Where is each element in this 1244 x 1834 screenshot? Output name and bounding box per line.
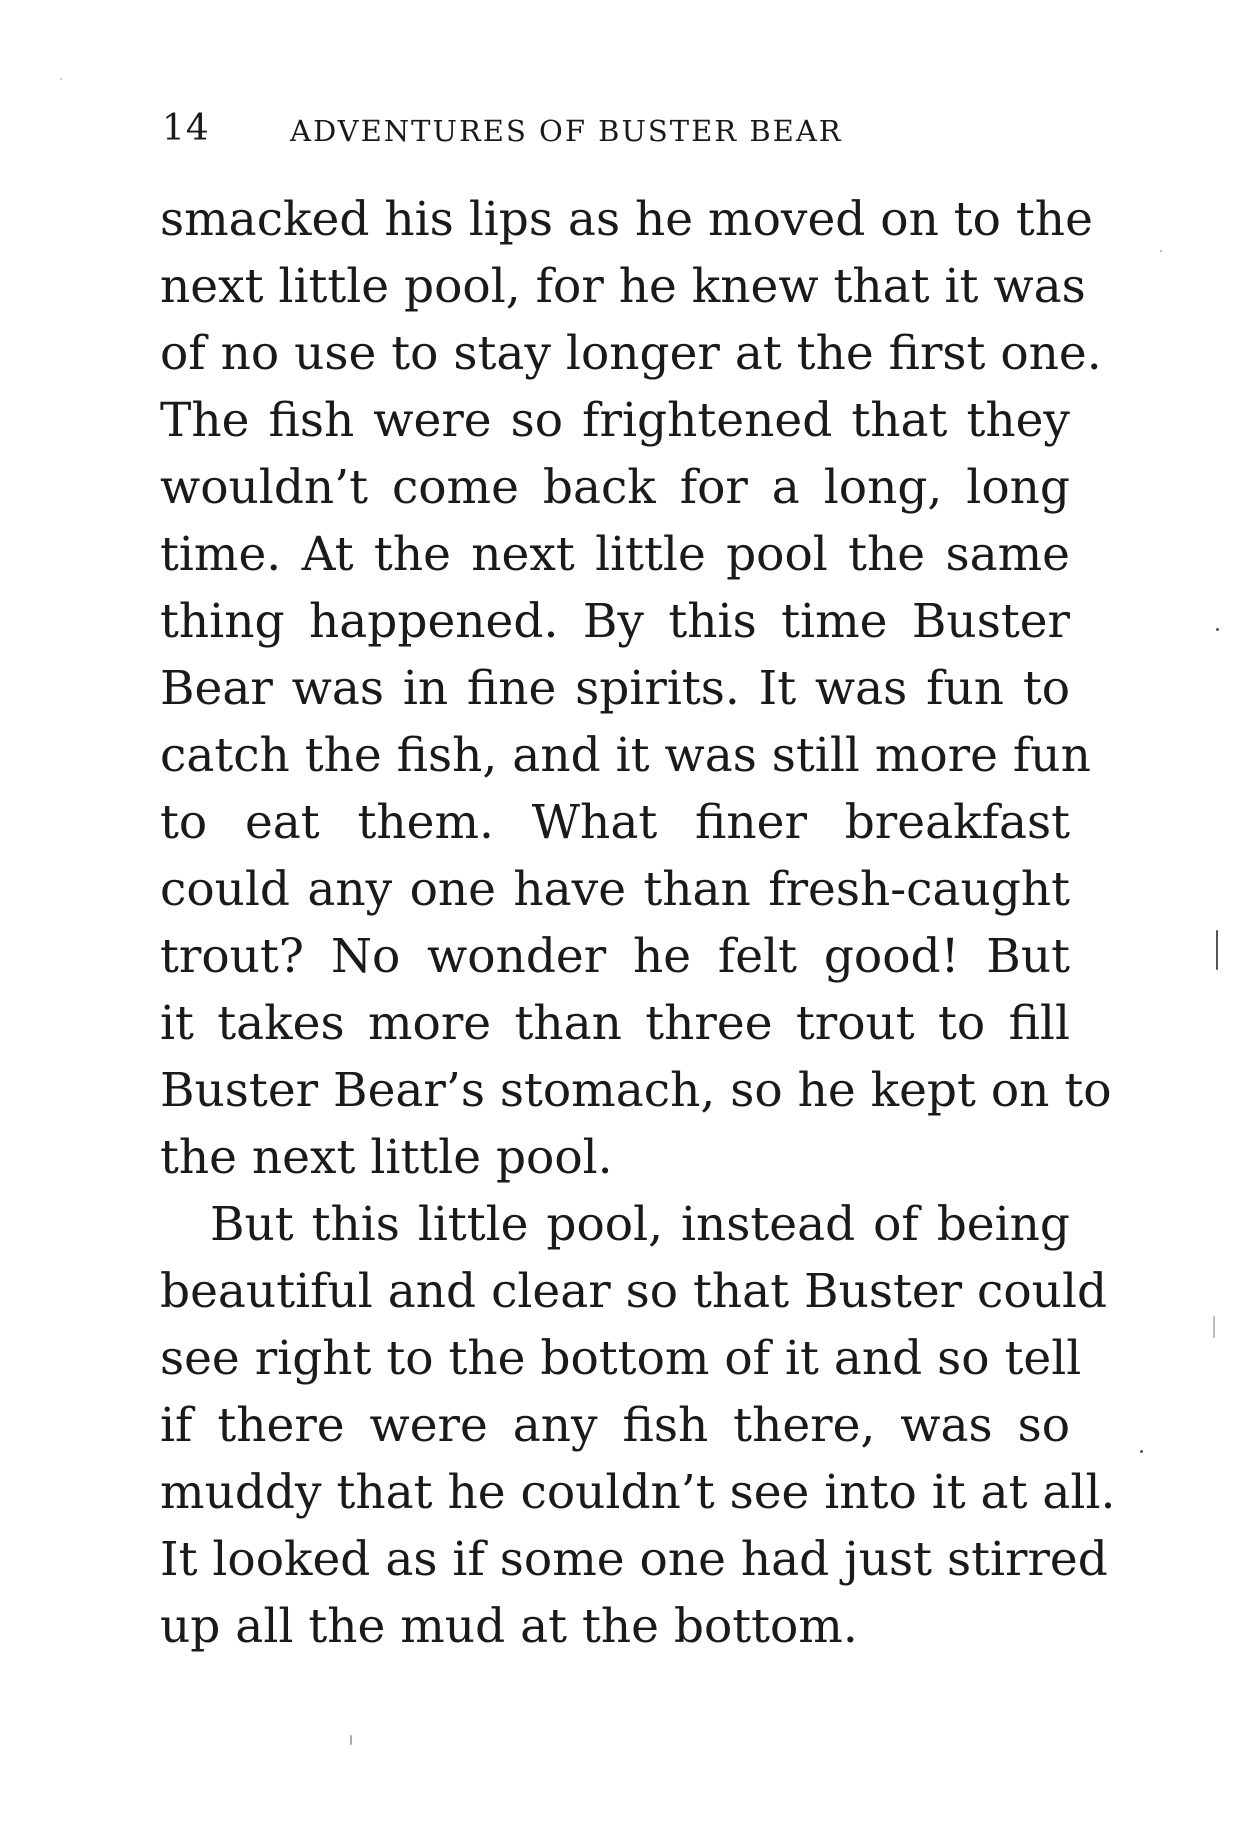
scan-speck — [1160, 250, 1162, 252]
text-line: Buster Bear’s stomach, so he kept on to — [160, 1063, 1112, 1118]
text-line: muddy that he couldn’t see into it at all. — [160, 1465, 1116, 1520]
scan-speck — [1213, 1316, 1215, 1338]
text-line: to eat them. What finer breakfast — [160, 795, 1070, 850]
text-line: it takes more than three trout to fill — [160, 996, 1070, 1051]
scan-speck — [60, 78, 62, 80]
text-line: of no use to stay longer at the first one. — [160, 326, 1102, 381]
text-line: up all the mud at the bottom. — [160, 1599, 858, 1654]
scan-speck — [1216, 628, 1219, 631]
text-line: The fish were so frightened that they — [160, 393, 1070, 448]
text-line: if there were any fish there, was so — [160, 1398, 1070, 1453]
text-line: trout? No wonder he felt good! But — [160, 929, 1070, 984]
text-line: thing happened. By this time Buster — [160, 594, 1070, 649]
text-line: Bear was in fine spirits. It was fun to — [160, 661, 1070, 716]
body-text — [160, 186, 1116, 1660]
text-line: next little pool, for he knew that it was — [160, 259, 1086, 314]
text-line: the next little pool. — [160, 1130, 613, 1185]
page-header — [160, 108, 1070, 158]
text-line: could any one have than fresh-caught — [160, 862, 1070, 917]
text-line: wouldn’t come back for a long, long — [160, 460, 1070, 515]
paragraph-1 — [160, 186, 1112, 1191]
running-head: ADVENTURES OF BUSTER BEAR — [290, 114, 843, 148]
text-line: catch the fish, and it was still more fun — [160, 728, 1091, 783]
text-line: time. At the next little pool the same — [160, 527, 1070, 582]
text-line: It looked as if some one had just stirred — [160, 1532, 1108, 1587]
paragraph-2 — [160, 1191, 1116, 1660]
scan-speck — [1216, 930, 1218, 970]
text-line: But this little pool, instead of being — [210, 1197, 1070, 1252]
scan-speck — [1140, 1450, 1143, 1453]
text-line: see right to the bottom of it and so tell — [160, 1331, 1082, 1386]
text-line: beautiful and clear so that Buster could — [160, 1264, 1108, 1319]
page-number: 14 — [162, 108, 210, 149]
text-line: smacked his lips as he moved on to the — [160, 192, 1093, 247]
scan-speck — [350, 1735, 352, 1745]
